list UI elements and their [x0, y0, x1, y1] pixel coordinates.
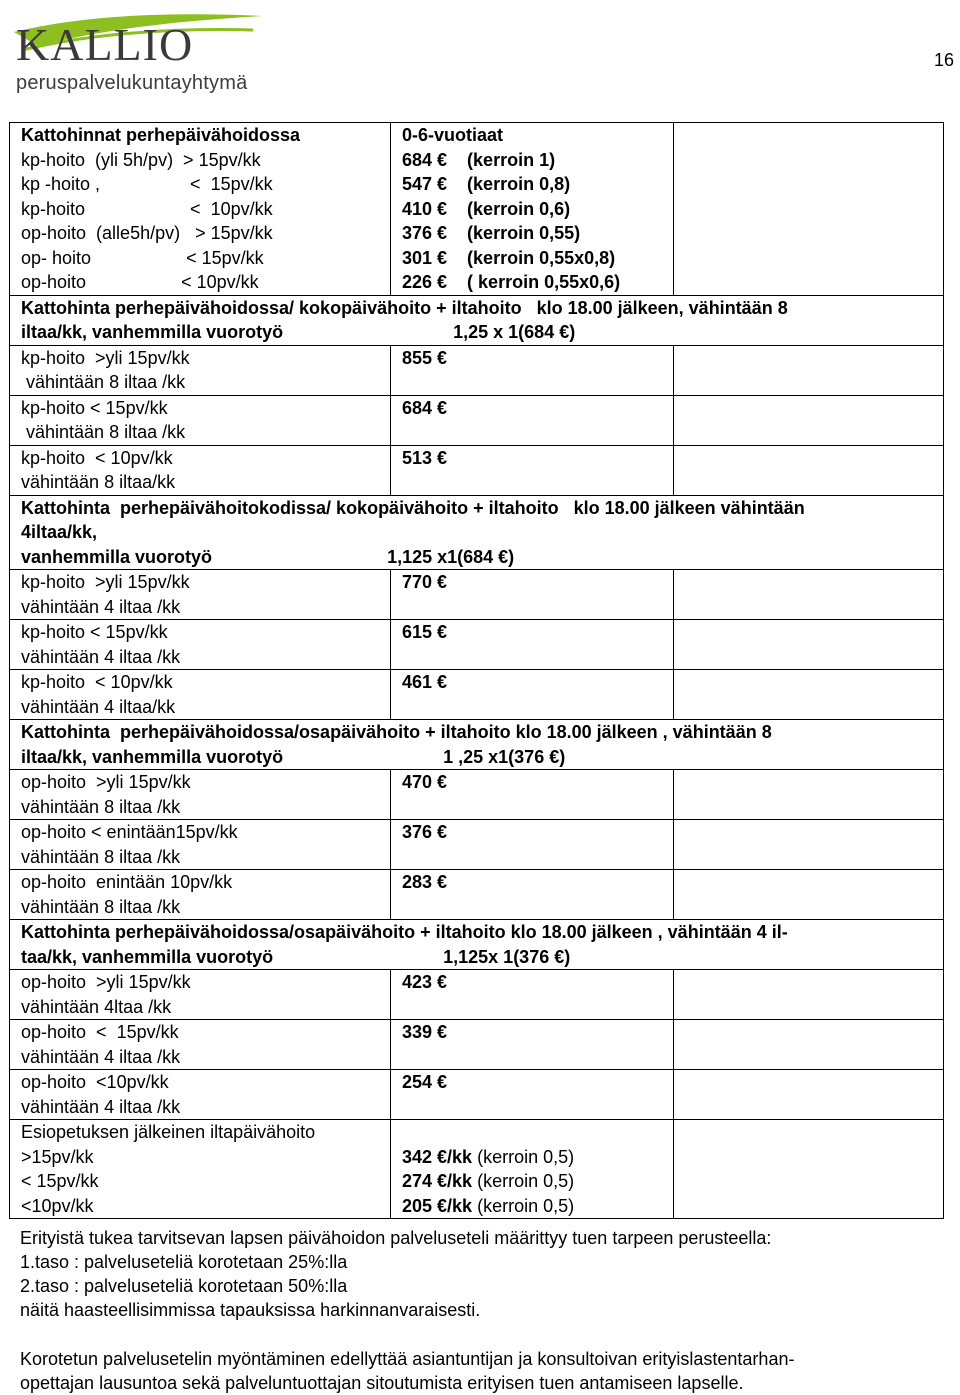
row-price: 205 €/kk [402, 1195, 473, 1216]
row-label: op-hoito >yli 15pv/kk [21, 972, 191, 992]
table-row [10, 148, 944, 296]
section-heading: Kattohinta perhepäivähoitokodissa/ kokopäivähoito + iltahoito klo 18.00 jälkeen vähintään [21, 497, 805, 518]
row-price: 226 € ( kerroin 0,55x0,6) [402, 272, 621, 292]
table-row [10, 570, 944, 620]
row-label: kp-hoito < 15pv/kk [21, 397, 168, 418]
logo [8, 6, 268, 96]
row-note: (kerroin 0,5) [472, 1146, 575, 1167]
row-label: op-hoito (alle5h/pv) > 15pv/kk [21, 223, 273, 243]
row-price: 461 € [402, 672, 448, 692]
table-title: Kattohinnat perhepäivähoidossa [21, 125, 301, 145]
row-price: 684 € (kerroin 1) [402, 149, 556, 170]
age-group: 0-6-vuotiaat [402, 125, 504, 145]
row-price: 423 € [402, 972, 448, 992]
table-row [10, 1020, 944, 1070]
row-price: 274 €/kk [402, 1171, 473, 1191]
table-row [10, 970, 944, 1020]
row-sublabel: vähintään 8 iltaa/kk [21, 472, 176, 492]
row-label: op-hoito >yli 15pv/kk [21, 772, 191, 792]
esiopetus-title: Esiopetuksen jälkeinen iltapäivähoito [21, 1122, 316, 1142]
logo-subtitle: peruspalvelukuntayhtymä [16, 72, 248, 94]
row-sublabel: vähintään 8 iltaa /kk [21, 896, 181, 917]
row-sublabel: vähintään 4 iltaa /kk [21, 596, 181, 617]
table-title-row [10, 123, 944, 148]
table-row [10, 820, 944, 870]
table-row [10, 670, 944, 720]
row-label: <10pv/kk [21, 1195, 94, 1216]
row-label: op-hoito enintään 10pv/kk [21, 872, 233, 892]
section-heading-row [10, 495, 944, 570]
note-line: näitä haasteellisimmissa tapauksissa harkinnanvaraisesti. [20, 1300, 481, 1320]
row-label: kp-hoito < 10pv/kk [21, 672, 173, 692]
note-line: Korotetun palvelusetelin myöntäminen edellyttää asiantuntijan ja konsultoivan erityislastentarhan- [20, 1349, 795, 1369]
row-price: 470 € [402, 772, 448, 792]
row-price: 283 € [402, 872, 448, 892]
row-price: 254 € [402, 1072, 448, 1092]
row-label: op-hoito < 15pv/kk [21, 1022, 179, 1042]
row-note: (kerroin 0,5) [472, 1171, 575, 1191]
table-row [10, 445, 944, 495]
section-heading-row [10, 920, 944, 970]
page-number: 16 [933, 50, 954, 70]
row-price: 855 € [402, 347, 448, 368]
row-price: 513 € [402, 447, 448, 468]
row-price: 410 € (kerroin 0,6) [402, 198, 571, 219]
row-sublabel: vähintään 4ltaa /kk [21, 996, 172, 1017]
row-label: kp-hoito < 15pv/kk [21, 622, 168, 642]
table-row [10, 770, 944, 820]
row-price: 301 € (kerroin 0,55x0,8) [402, 247, 616, 268]
row-price: 770 € [402, 572, 448, 592]
section-heading-row [10, 295, 944, 345]
support-note [20, 1226, 940, 1322]
note-line: 2.taso : palveluseteliä korotetaan 50%:lla [20, 1276, 348, 1296]
row-label: kp-hoito >yli 15pv/kk [21, 572, 190, 592]
table-row [10, 345, 944, 395]
row-label: >15pv/kk [21, 1146, 94, 1167]
section-heading: Kattohinta perhepäivähoidossa/ kokopäivähoito + iltahoito klo 18.00 jälkeen, vähintään 8 [21, 297, 788, 318]
row-label: op- hoito < 15pv/kk [21, 247, 264, 268]
row-note: (kerroin 0,5) [472, 1195, 575, 1216]
section-heading-row [10, 720, 944, 770]
row-sublabel: vähintään 8 iltaa /kk [21, 796, 181, 817]
row-label: kp -hoito , < 15pv/kk [21, 174, 273, 194]
row-sublabel: vähintään 8 iltaa /kk [21, 372, 186, 392]
row-label: kp-hoito < 10pv/kk [21, 447, 173, 468]
section-heading: iltaa/kk, vanhemmilla vuorotyö 1,25 x 1(684 €) [21, 322, 576, 342]
row-label: < 15pv/kk [21, 1171, 99, 1191]
row-label: op-hoito < 10pv/kk [21, 272, 259, 292]
row-price: 684 € [402, 397, 448, 418]
row-price: 342 €/kk [402, 1146, 473, 1167]
table-row [10, 395, 944, 445]
statement-note [20, 1347, 940, 1395]
row-sublabel: vähintään 4 iltaa /kk [21, 646, 181, 667]
section-heading: Kattohinta perhepäivähoidossa/osapäivähoito + iltahoito klo 18.00 jälkeen , vähintään 4 il- [21, 922, 788, 942]
section-heading: Kattohinta perhepäivähoidossa/osapäivähoito + iltahoito klo 18.00 jälkeen , vähintään 8 [21, 722, 772, 742]
table-row [10, 1070, 944, 1120]
logo-name: KALLIO [16, 19, 194, 70]
row-label: op-hoito < enintään15pv/kk [21, 822, 238, 842]
note-line: 1.taso : palveluseteliä korotetaan 25%:lla [20, 1252, 348, 1272]
section-heading: taa/kk, vanhemmilla vuorotyö 1,125x 1(376 €) [21, 946, 571, 967]
note-line: opettajan lausuntoa sekä palveluntuottajan sitoutumista erityisen tuen antamiseen lapselle. [20, 1373, 744, 1393]
table-row [10, 620, 944, 670]
row-price: 615 € [402, 622, 448, 642]
section-heading: vanhemmilla vuorotyö 1,125 x1(684 €) [21, 546, 515, 567]
section-heading: 4iltaa/kk, [21, 522, 98, 542]
row-price: 376 € (kerroin 0,55) [402, 223, 581, 243]
section-heading: iltaa/kk, vanhemmilla vuorotyö 1 ,25 x1(376 €) [21, 746, 566, 767]
table-row [10, 870, 944, 920]
row-label: kp-hoito >yli 15pv/kk [21, 347, 190, 368]
rates-table [9, 122, 944, 1219]
row-sublabel: vähintään 4 iltaa/kk [21, 696, 176, 717]
row-sublabel: vähintään 8 iltaa /kk [21, 846, 181, 867]
row-sublabel: vähintään 4 iltaa /kk [21, 1046, 181, 1067]
row-price: 339 € [402, 1022, 448, 1042]
row-sublabel: vähintään 8 iltaa /kk [21, 422, 186, 442]
row-label: kp-hoito (yli 5h/pv) > 15pv/kk [21, 149, 261, 170]
row-label: op-hoito <10pv/kk [21, 1072, 169, 1092]
row-price: 376 € [402, 822, 448, 842]
note-line: Erityistä tukea tarvitsevan lapsen päivähoidon palveluseteli määrittyy tuen tarpeen perusteella: [20, 1228, 772, 1248]
row-sublabel: vähintään 4 iltaa /kk [21, 1096, 181, 1117]
row-price: 547 € (kerroin 0,8) [402, 174, 571, 194]
table-row [10, 1120, 944, 1219]
row-label: kp-hoito < 10pv/kk [21, 198, 273, 219]
